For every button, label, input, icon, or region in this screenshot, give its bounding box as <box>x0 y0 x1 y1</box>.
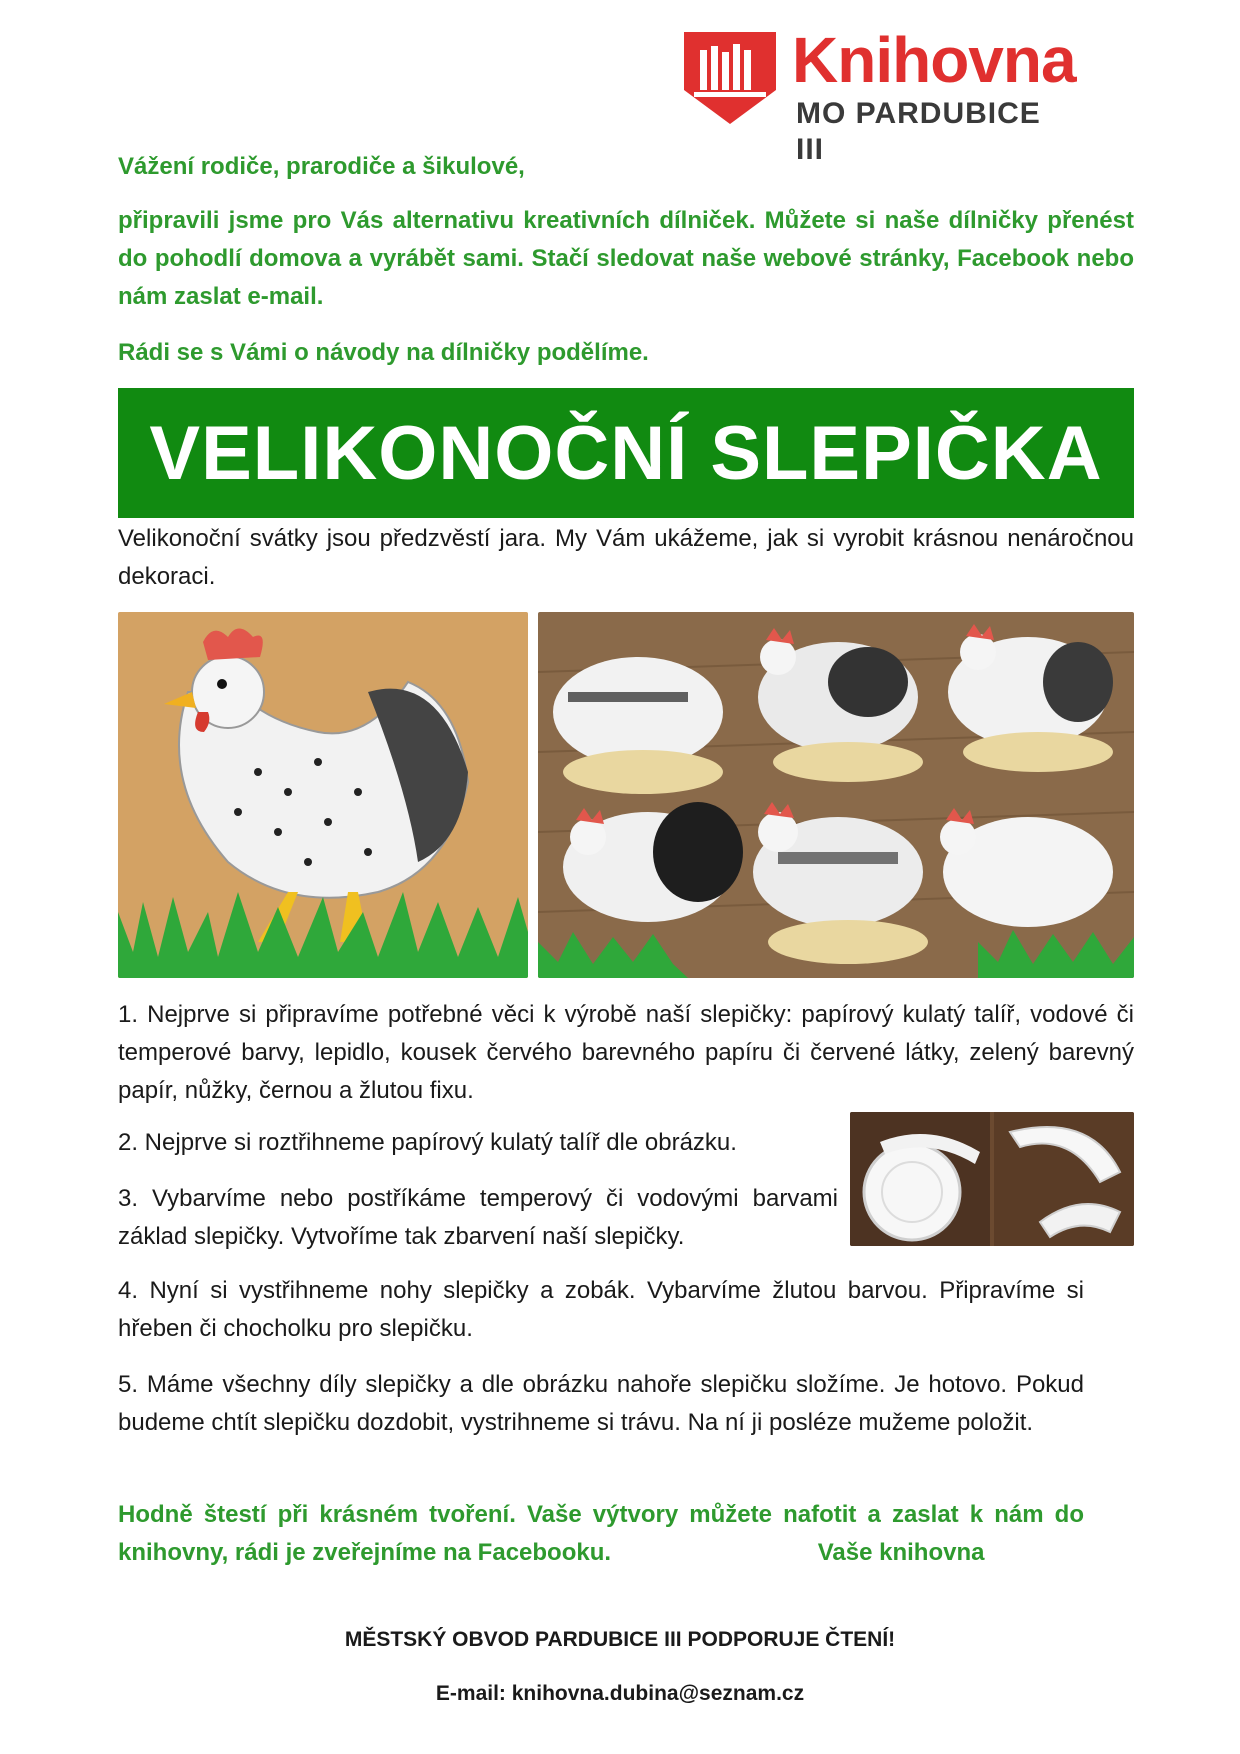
greeting: Vážení rodiče, prarodiče a šikulové, <box>118 153 525 180</box>
library-logo <box>680 24 1076 166</box>
title-banner <box>118 388 1134 518</box>
closing-message: Hodně štestí při krásném tvoření. Vaše výtvory můžete nafotit a zaslat k nám do knihovny, rádi je zveřejníme na Facebooku. <box>118 1501 1084 1566</box>
step-4: 4. Nyní si vystřihneme nohy slepičky a zobák. Vybarvíme žlutou barvou. Připravíme si hřeben či chocholku pro slepičku. <box>118 1277 1084 1342</box>
step-3: 3. Vybarvíme nebo postříkáme temperový či vodovými barvami základ slepičky. Vytvoříme tak zbarvení naší slepičky. <box>118 1185 838 1250</box>
step-5: 5. Máme všechny díly slepičky a dle obrázku nahoře slepičku složíme. Je hotovo. Pokud budeme chtít slepičku dozdobit, vystrihneme si trávu. Na ní ji posléze mužeme položit. <box>118 1371 1084 1436</box>
logo-subtitle: MO PARDUBICE III <box>796 97 1041 166</box>
page-title: VELIKONOČNÍ SLEPIČKA <box>149 410 1103 496</box>
closing-signature: Vaše knihovna <box>817 1539 985 1566</box>
share-line: Rádi se s Vámi o návody na dílničky podělíme. <box>118 339 649 366</box>
footer-slogan: MĚSTSKÝ OBVOD PARDUBICE III PODPORUJE ČTENÍ! <box>344 1628 896 1651</box>
step-1: 1. Nejprve si připravíme potřebné věci k výrobě naší slepičky: papírový kulatý talíř, vodové či temperové barvy, lepidlo, kousek červého barevného papíru či červené látky, zelený barevný papír, nůžky, černou a žlutou fixu. <box>118 1001 1134 1104</box>
plate-cutting-photo <box>850 1112 1134 1246</box>
intro-paragraph: připravili jsme pro Vás alternativu kreativních dílniček. Můžete si naše dílničky přenést do pohodlí domova a vyrábět sami. Stačí sledovat naše webové stránky, Facebook nebo nám zaslat e-mail. <box>118 207 1134 310</box>
hen-photo-main <box>118 612 528 978</box>
hens-collage-photo <box>538 612 1134 978</box>
closing-text <box>118 1496 1084 1572</box>
library-shield-icon <box>680 28 780 128</box>
logo-title: Knihovna <box>792 24 1076 96</box>
description: Velikonoční svátky jsou předzvěstí jara. My Vám ukážeme, jak si vyrobit krásnou nenáročnou dekoraci. <box>118 525 1134 590</box>
step-2: 2. Nejprve si roztřihneme papírový kulatý talíř dle obrázku. <box>118 1129 737 1156</box>
footer-email[interactable]: E-mail: knihovna.dubina@seznam.cz <box>435 1682 805 1705</box>
